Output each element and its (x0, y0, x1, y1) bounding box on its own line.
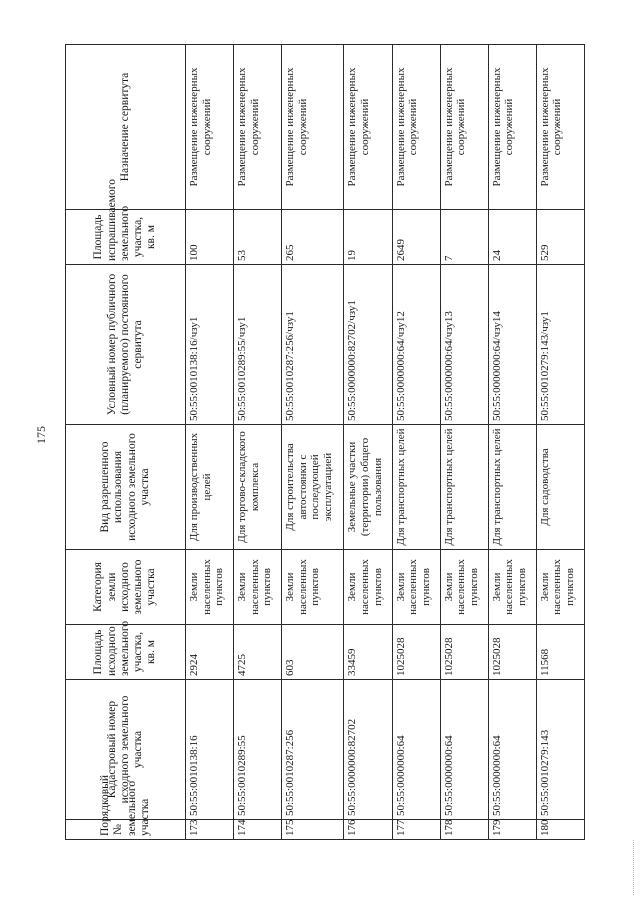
servitude-number: 50:55:0010279:143/чзу1 (536, 265, 584, 425)
land-category: Земли населенных пунктов (344, 550, 392, 625)
row-number: 175 (282, 820, 344, 840)
header-cell: Назначение сервитута (66, 45, 186, 210)
servitude-number: 50:55:0010287:256/чзу1 (282, 265, 344, 425)
header-cell: Вид разрешенного использования исходного земельного участка (66, 425, 186, 550)
requested-area: 24 (488, 210, 536, 265)
servitude-purpose: Размещение инженерных сооружений (282, 45, 344, 210)
row-number: 177 (392, 820, 440, 840)
cadastral-number: 50:55:0010287:256 (282, 680, 344, 820)
requested-area: 529 (536, 210, 584, 265)
land-category: Земли населенных пунктов (282, 550, 344, 625)
servitude-table (65, 44, 585, 840)
table-row (234, 45, 282, 840)
permitted-use: Земельные участки (территории) общего пользования (344, 425, 392, 550)
requested-area: 2649 (392, 210, 440, 265)
servitude-number: 50:55:0000000:64/чзу14 (488, 265, 536, 425)
servitude-purpose: Размещение инженерных сооружений (392, 45, 440, 210)
land-category: Земли населенных пунктов (488, 550, 536, 625)
servitude-purpose: Размещение инженерных сооружений (536, 45, 584, 210)
header-cell: Категория земли исходного земельного участка (66, 550, 186, 625)
requested-area: 19 (344, 210, 392, 265)
cadastral-number: 50:55:0000000:64 (488, 680, 536, 820)
table-row (440, 45, 488, 840)
servitude-purpose: Размещение инженерных сооружений (344, 45, 392, 210)
servitude-number: 50:55:0000000:82702/чзу1 (344, 265, 392, 425)
requested-area: 7 (440, 210, 488, 265)
source-area: 1025028 (440, 625, 488, 680)
permitted-use: Для строительства автостоянки с последующей эксплуатацией (282, 425, 344, 550)
header-row (66, 45, 186, 840)
land-category: Земли населенных пунктов (234, 550, 282, 625)
table-row (282, 45, 344, 840)
requested-area: 53 (234, 210, 282, 265)
permitted-use: Для садоводства (536, 425, 584, 550)
permitted-use: Для транспортных целей (488, 425, 536, 550)
land-category: Земли населенных пунктов (392, 550, 440, 625)
permitted-use: Для транспортных целей (440, 425, 488, 550)
servitude-purpose: Размещение инженерных сооружений (488, 45, 536, 210)
cadastral-number: 50:55:0000000:64 (440, 680, 488, 820)
land-category: Земли населенных пунктов (440, 550, 488, 625)
cadastral-number: 50:55:0010138:16 (186, 680, 234, 820)
table-row (392, 45, 440, 840)
source-area: 603 (282, 625, 344, 680)
cadastral-number: 50:55:0000000:82702 (344, 680, 392, 820)
source-area: 4725 (234, 625, 282, 680)
cadastral-number: 50:55:0010279:143 (536, 680, 584, 820)
table-row (536, 45, 584, 840)
table-row (186, 45, 234, 840)
rotated-table-wrapper (65, 45, 585, 840)
scan-margin-mark (633, 840, 637, 895)
page-number: 175 (34, 426, 48, 444)
row-number: 174 (234, 820, 282, 840)
source-area: 1025028 (392, 625, 440, 680)
servitude-number: 50:55:0010289:55/чзу1 (234, 265, 282, 425)
row-number: 176 (344, 820, 392, 840)
source-area: 33459 (344, 625, 392, 680)
header-cell: Площадь исходного земельного участка, кв. м (66, 625, 186, 680)
land-category: Земли населенных пунктов (536, 550, 584, 625)
permitted-use: Для производственных целей (186, 425, 234, 550)
row-number: 178 (440, 820, 488, 840)
requested-area: 265 (282, 210, 344, 265)
servitude-number: 50:55:0000000:64/чзу13 (440, 265, 488, 425)
servitude-purpose: Размещение инженерных сооружений (186, 45, 234, 210)
cadastral-number: 50:55:0010289:55 (234, 680, 282, 820)
permitted-use: Для транспортных целей (392, 425, 440, 550)
servitude-number: 50:55:0000000:64/чзу12 (392, 265, 440, 425)
permitted-use: Для торгово-складского комплекса (234, 425, 282, 550)
land-category: Земли населенных пунктов (186, 550, 234, 625)
source-area: 2924 (186, 625, 234, 680)
row-number: 180 (536, 820, 584, 840)
servitude-number: 50:55:0010138:16/чзу1 (186, 265, 234, 425)
servitude-purpose: Размещение инженерных сооружений (440, 45, 488, 210)
header-cell: Площадь испрашиваемого земельного участка, кв. м (66, 210, 186, 265)
header-cell: Порядковый № земельного участка (66, 820, 186, 840)
header-cell: Кадастровый номер исходного земельного участка (66, 680, 186, 820)
servitude-purpose: Размещение инженерных сооружений (234, 45, 282, 210)
source-area: 1025028 (488, 625, 536, 680)
source-area: 11568 (536, 625, 584, 680)
requested-area: 100 (186, 210, 234, 265)
table-row (488, 45, 536, 840)
cadastral-number: 50:55:0000000:64 (392, 680, 440, 820)
row-number: 179 (488, 820, 536, 840)
header-cell: Условный номер публичного (планируемого) постоянного сервитута (66, 265, 186, 425)
table-row (344, 45, 392, 840)
row-number: 173 (186, 820, 234, 840)
